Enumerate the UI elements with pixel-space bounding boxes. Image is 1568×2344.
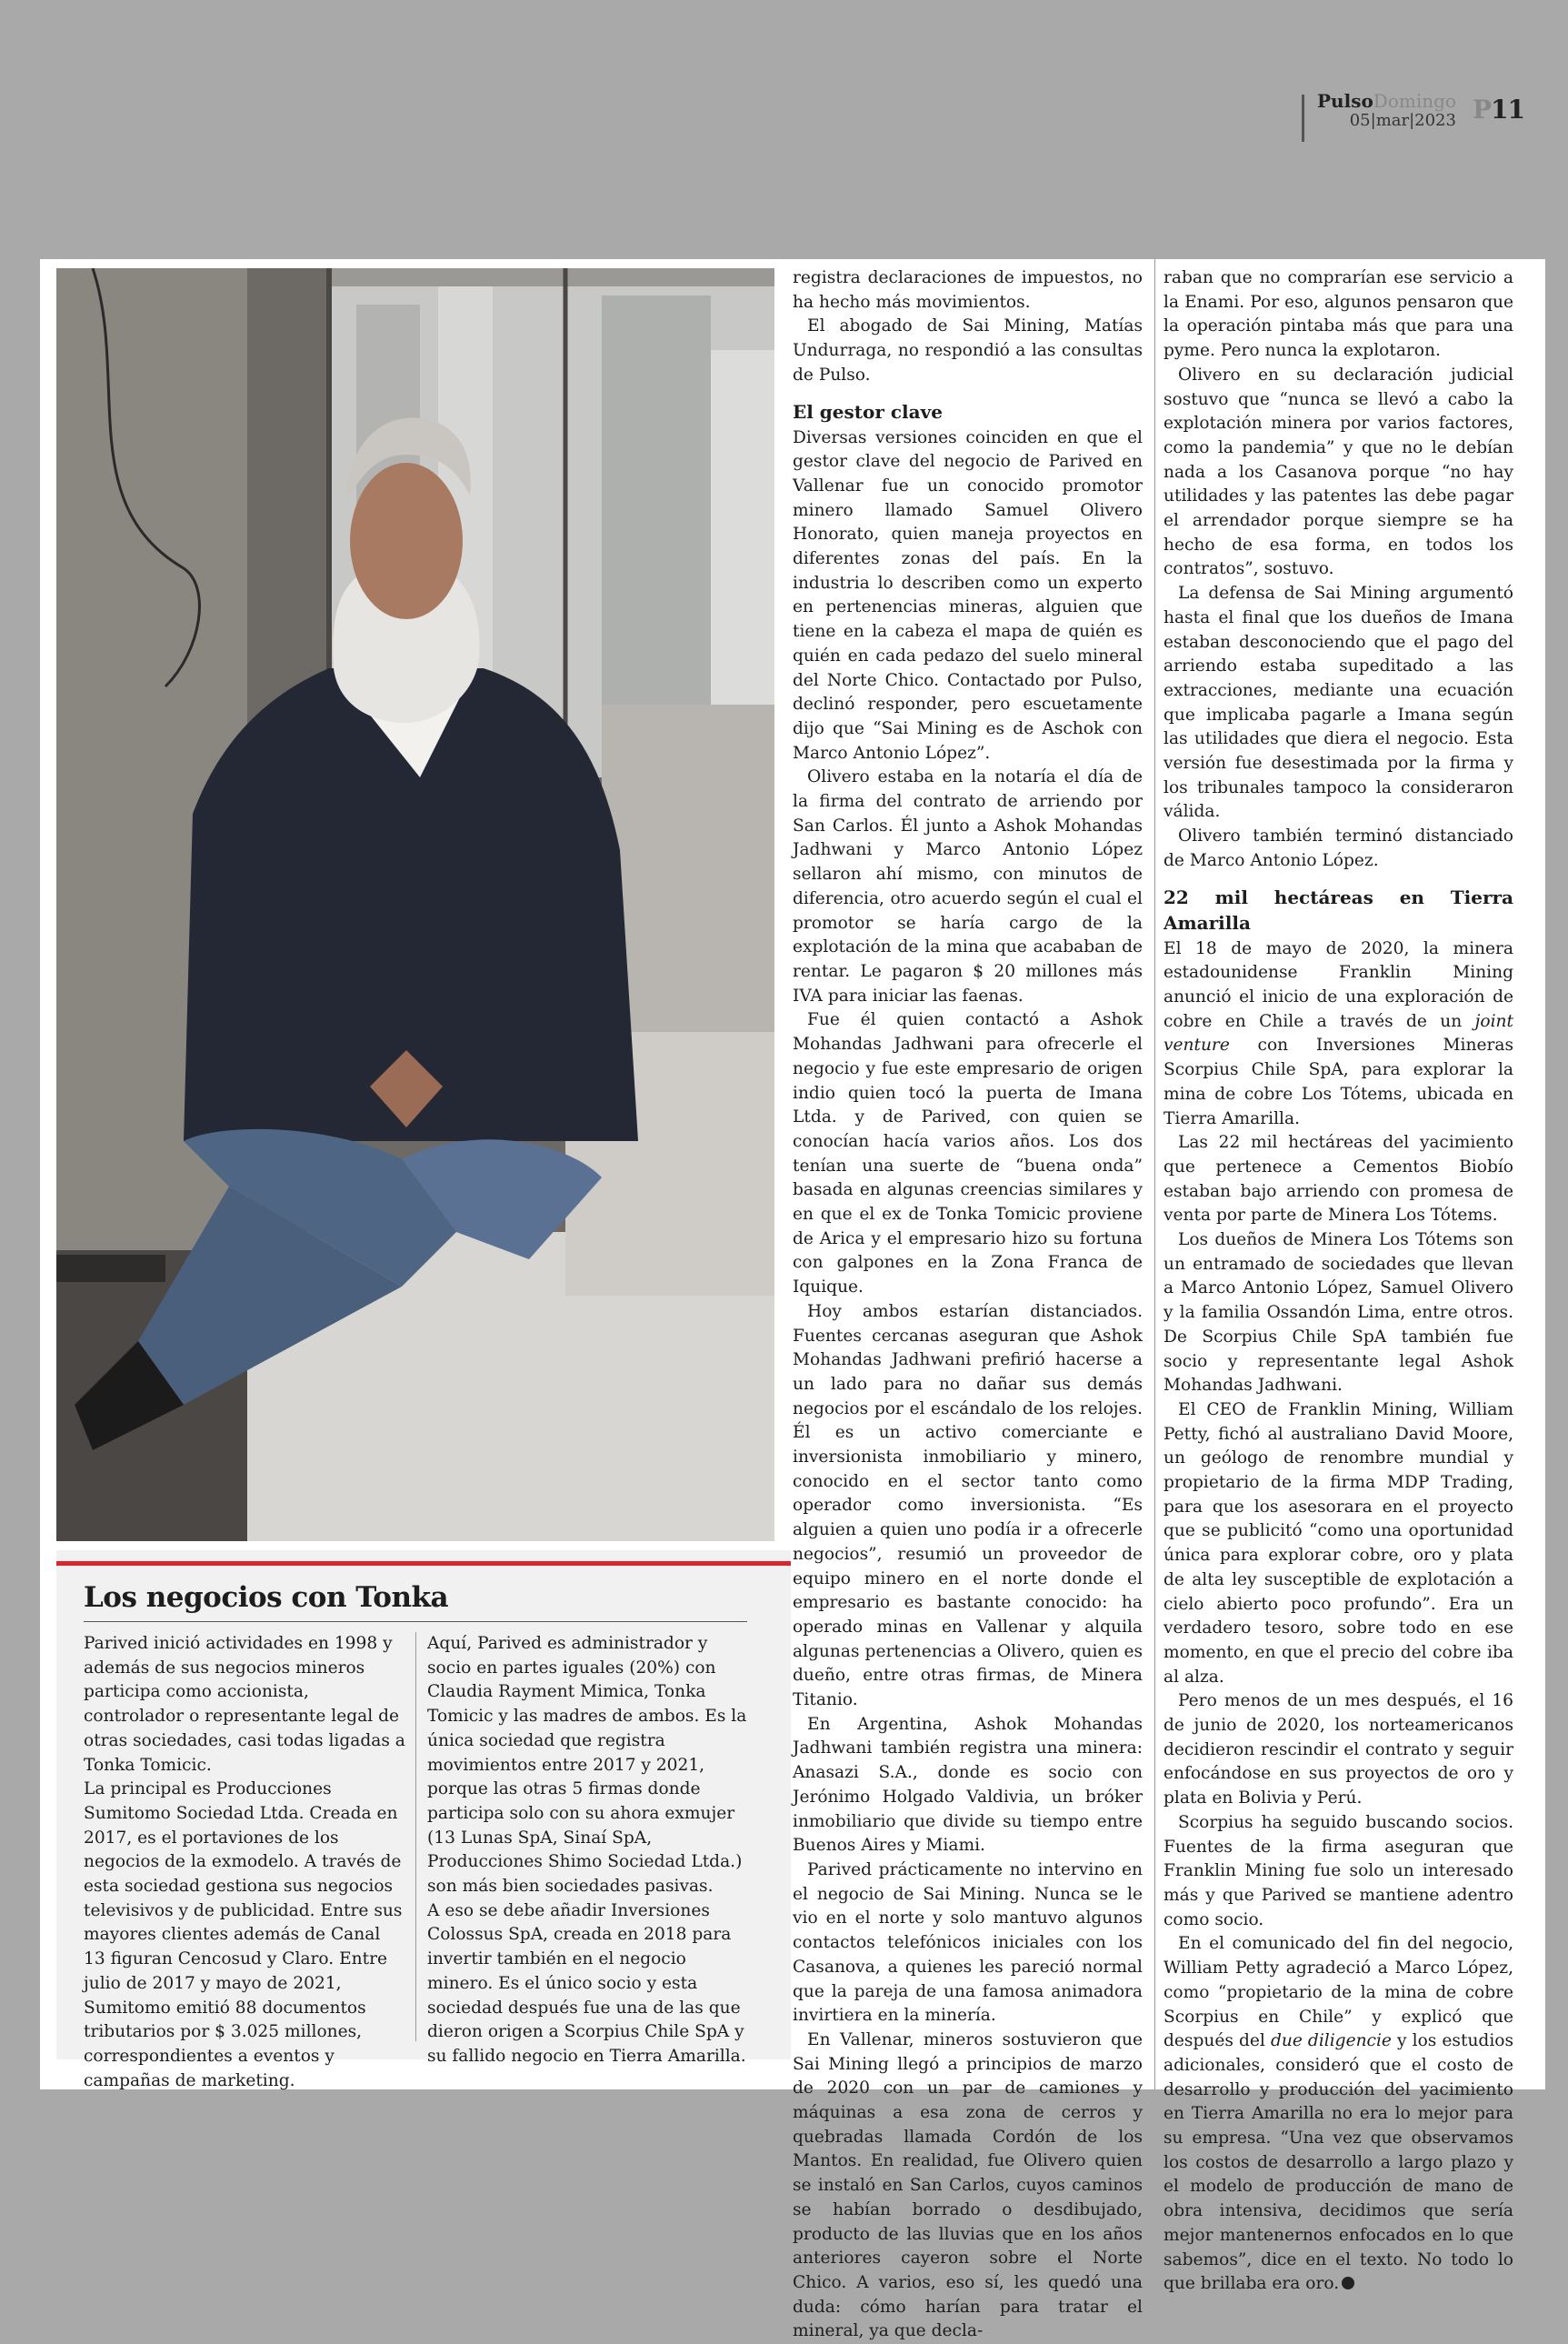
paragraph [1164,937,1513,1132]
paragraph: Olivero en su declaración judicial sostuvo que “nunca se llevó a cabo la explotación minera por varios factores, como la pandemia” y que no le debían nada a los Casanova porque “no hay utilidades y las patentes las debe pagar el arrendador porque siempre se ha hecho de esa forma, en todos los contratos”, sostuvo. [1164,365,1513,579]
issue-date: 05|mar|2023 [1349,111,1456,130]
paragraph: El CEO de Franklin Mining, William Petty, fichó al australiano David Moore, un geólogo de renombre mundial y propietario de la firma MDP Trading, para que los asesorara en el proyecto que se publicitó “como una oportunidad única para explorar cobre, oro y plata de alta ley susceptible de explotación a cielo abierto poco profundo”. Era un verdadero tesoro, sobre todo en ese momento, en que el precio del cobre iba al alza. [1164,1399,1513,1687]
paragraph: Olivero estaba en la notaría el día de la firma del contrato de arriendo por San Carlos. Él junto a Ashok Mohandas Jadhwani y Marco Antonio López sellaron ahí mismo, con minutos de diferencia, otro acuerdo según el cual el promotor se haría cargo de la explotación de la mina que acababan de rentar. Le pagaron $ 20 millones más IVA para iniciar las faenas. [793,767,1143,1006]
paragraph: Scorpius ha seguido buscando socios. Fuentes de la firma aseguran que Franklin Mining fue solo un interesado más y que Parived se mantiene adentro como socio. [1164,1812,1513,1929]
paragraph: La principal es Producciones Sumitomo Sociedad Ltda. Creada en 2017, es el portaviones de los negocios de la exmodelo. A través de esta sociedad gestiona sus negocios televisivos y de publicidad. Entre sus mayores clientes además de Canal 13 figuran Cencosud y Claro. Entre julio de 2017 y mayo de 2021, Sumitomo emitió 88 documentos tributarios por $ 3.025 millones, correspondientes a eventos y campañas de marketing. [84,1779,403,2090]
column-divider [1154,259,1155,2089]
sidebar-divider [415,1632,416,2041]
paragraph: A eso se debe añadir Inversiones Colossus SpA, creada en 2018 para invertir también en el negocio minero. Es el único socio y esta sociedad después fue una de las que dieron origen a Scorpius Chile SpA y su fallido negocio en Tierra Amarilla. [427,1900,746,2066]
paragraph: raban que no comprarían ese servicio a la Enami. Por eso, algunos pensaron que la operación pintaba más que para una pyme. Pero nunca la explotaron. [1164,268,1513,361]
portrait-illustration [56,268,774,1541]
paragraph: Fue él quien contactó a Ashok Mohandas Jadhwani para ofrecerle el negocio y fue este empresario de origen indio quien tocó la puerta de Imana Ltda. y de Parived, con quien se conocían hacía varios años. Los dos tenían una suerte de “buena onda” basada en algunas creencias similares y en que el ex de Tonka Tomicic proviene de Arica y el empresario hizo su fortuna con galpones en la Zona Franca de Iquique. [793,1010,1143,1297]
article-column-1 [793,266,1143,2344]
brand-light: Domingo [1373,90,1456,112]
paragraph: Hoy ambos estarían distanciados. Fuentes cercanas aseguran que Ashok Mohandas Jadhwani prefirió hacerse a un lado para no dañar sus demás negocios por el escándalo de los relojes. Él es un activo comerciante e inversionista inmobiliario y minero, conocido en el sector tanto como operador como inversionista. “Es alguien a quien uno podía ir a ofrecerle negocios”, resumió un proveedor de equipo minero en el norte donde el empresario es bastante conocido: ha operado minas en Vallenar y alquila algunas pertenencias a Olivero, quien es dueño, entre otras firmas, de Minera Titanio. [793,1301,1143,1710]
text-run: El 18 de mayo de 2020, la minera estadounidense Franklin Mining anunció el inicio de una exploración de cobre en Chile a través de un [1164,938,1513,1031]
page-number-digits: 11 [1491,95,1524,125]
paragraph: Los dueños de Minera Los Tótems son un entramado de sociedades que llevan a Marco Antonio López, Samuel Olivero y la familia Ossandón Lima, entre otros. De Scorpius Chile SpA también fue socio y representante legal Ashok Mohandas Jadhwani. [1164,1230,1513,1396]
text-run: y los estudios adicionales, consideró que el costo de desarrollo y producción del yacimiento en Tierra Amarilla no era lo mejor para su empresa. “Una vez que observamos los costos de desarrollo a largo plazo y el modelo de producción de mano de obra intensiva, decidimos que sería mejor mantenernos enfocados en lo que sabemos”, dice en el texto. No todo lo que brillaba era oro. [1164,2031,1514,2294]
emphasis: due diligencie [1270,2031,1392,2051]
header-divider [1302,95,1304,142]
brand-name [1317,91,1456,111]
paragraph: El abogado de Sai Mining, Matías Undurraga, no respondió a las consultas de Pulso. [793,316,1143,385]
paragraph: La defensa de Sai Mining argumentó hasta el final que los dueños de Imana estaban desconociendo que el pago del arriendo estaba supeditado a las extracciones, mediante una ecuación que implicaba pagarle a Imana según las utilidades que diera el negocio. Esta versión fue desestimada por la firma y los tribunales tampoco la consideraron válida. [1164,584,1513,822]
sidebar-column-2 [427,1632,754,2069]
paragraph: En Vallenar, mineros sostuvieron que Sai Mining llegó a principios de marzo de 2020 con un par de camiones y máquinas a esa zona de cerros y quebradas llamada Cordón de los Mantos. En realidad, fue Olivero quien se instaló en San Carlos, cuyos caminos se habían borrado o desdibujado, producto de las lluvias que en los años anteriores cayeron sobre el Norte Chico. A varios, eso sí, les quedó una duda: cómo harían para tratar el mineral, ya que decla- [793,2029,1143,2341]
paragraph: Diversas versiones coinciden en que el gestor clave del negocio de Parived en Vallenar fue un conocido promotor minero llamado Samuel Olivero Honorato, quien maneja proyectos en diferentes zonas del país. En la industria lo describen como un experto en pertenencias mineras, alguien que tiene en la cabeza el mapa de quién es quién en cada pedazo del suelo mineral del Norte Chico. Contactado por Pulso, declinó responder, pero escuetamente dijo que “Sai Mining es de Aschok con Marco Antonio López”. [793,427,1143,763]
paragraph: Parived prácticamente no intervino en el negocio de Sai Mining. Nunca se le vio en el norte y solo mantuvo algunos contactos telefónicos iniciales con los Casanova, a quienes les pareció normal que la pareja de una famosa animadora invirtiera en la minería. [793,1860,1143,2026]
sidebar-box [56,1550,791,2090]
subheading-gestor-clave: El gestor clave [793,400,943,423]
portrait-photo [56,268,774,1541]
sidebar-column-1 [84,1632,406,2093]
paragraph: registra declaraciones de impuestos, no ha hecho más movimientos. [793,268,1143,312]
end-mark-icon [1342,2277,1354,2289]
paragraph: Olivero también terminó distanciado de Marco Antonio López. [1164,826,1513,870]
brand-strong: Pulso [1317,90,1373,112]
paragraph: Las 22 mil hectáreas del yacimiento que pertenece a Cementos Biobío estaban bajo arriendo con promesa de venta por parte de Minera Los Tótems. [1164,1133,1513,1226]
sidebar-accent-bar [56,1561,791,1566]
paragraph: Parived inició actividades en 1998 y además de sus negocios mineros participa como accionista, controlador o representante legal de otras sociedades, casi todas ligadas a Tonka Tomicic. [84,1634,405,1775]
text-run: En el comunicado del fin del negocio, William Petty agradeció a Marco López, como “propietario de la mina de cobre Scorpius en Chile” y explicó que después del [1164,1934,1513,2051]
page-number [1473,95,1524,125]
page-letter: P [1472,95,1492,125]
article-page [40,259,1545,2341]
text-run: con Inversiones Mineras Scorpius Chile SpA, para explorar la mina de cobre Los Tótems, ubicada en Tierra Amarilla. [1164,1036,1513,1128]
sidebar-title: Los negocios con Tonka [84,1581,449,1614]
paragraph: Aquí, Parived es administrador y socio en partes iguales (20%) con Claudia Rayment Mimica, Tonka Tomicic y las madres de ambos. Es la única sociedad que registra movimientos entre 2017 y 2021, porque las otras 5 firmas donde participa solo con su ahora exmujer (13 Lunas SpA, Sinaí SpA, Producciones Shimo Sociedad Ltda.) son más bien sociedades pasivas. [427,1634,747,1897]
page-header [1302,91,1524,142]
paragraph: En Argentina, Ashok Mohandas Jadhwani también registra una minera: Anasazi S.A., donde es socio con Jerónimo Holgado Valdivia, un bróker inmobiliario que divide su tiempo entre Buenos Aires y Miami. [793,1714,1143,1856]
sidebar-rule [84,1621,747,1622]
paragraph: Pero menos de un mes después, el 16 de junio de 2020, los norteamericanos decidieron rescindir el contrato y seguir enfocándose en sus proyectos de oro y plata en Bolivia y Perú. [1164,1691,1513,1808]
emphasis: joint venture [1164,1011,1513,1056]
header-masthead [1317,91,1456,131]
paragraph [1164,1932,1513,2297]
article-column-2 [1164,266,1513,2297]
subheading-tierra-amarilla: 22 mil hectáreas en Tierra Amarilla [1164,886,1513,934]
